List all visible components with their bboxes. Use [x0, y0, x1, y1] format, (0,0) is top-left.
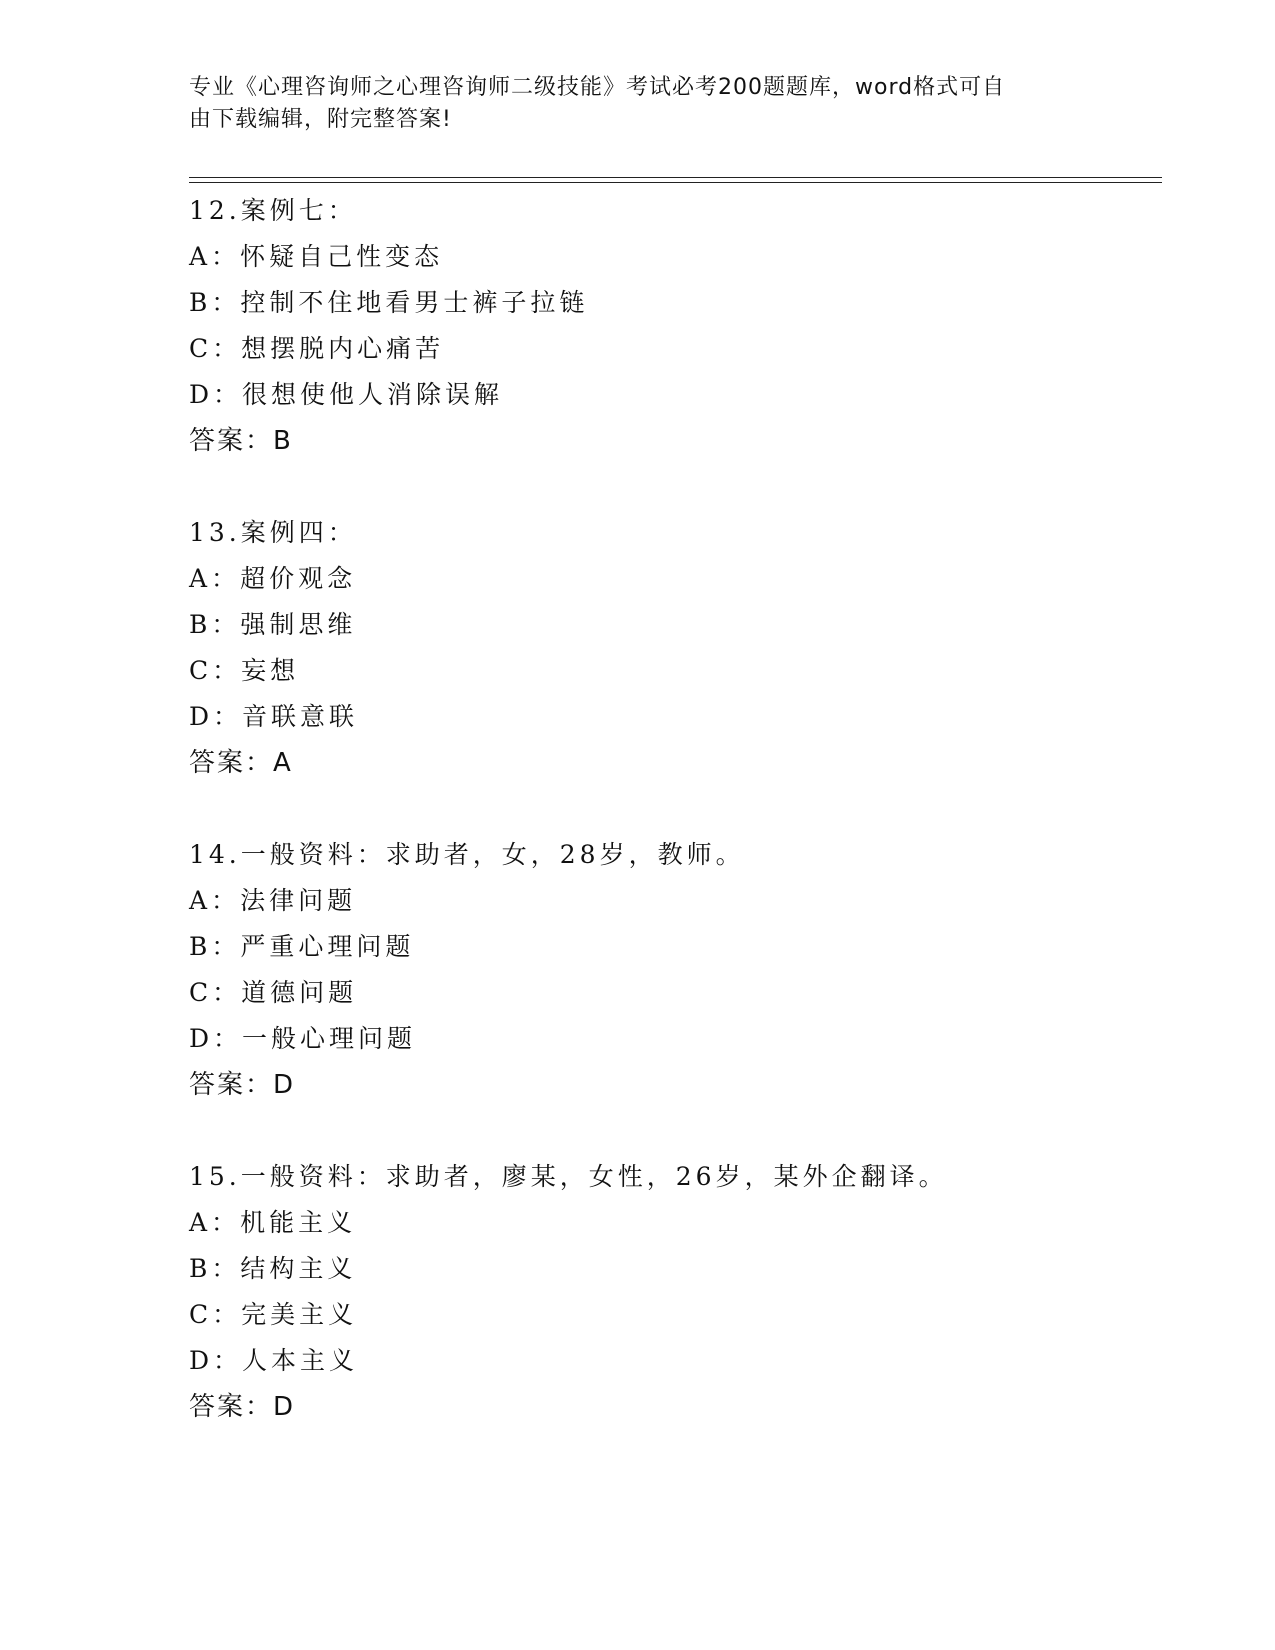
- option-text: 音联意联: [242, 702, 359, 731]
- option-text: 强制思维: [240, 610, 357, 639]
- option-b: [189, 280, 1149, 326]
- answer-line: 答案：B: [189, 426, 293, 456]
- option-key: A：: [189, 564, 241, 593]
- option-key: B：: [189, 288, 241, 317]
- option-text: 机能主义: [240, 1208, 357, 1237]
- option-text: 一般心理问题: [242, 1024, 417, 1053]
- option-c: [189, 648, 1149, 694]
- option-d: [189, 1338, 1149, 1384]
- option-b: [189, 602, 1149, 648]
- option-text: 结构主义: [240, 1254, 357, 1283]
- question-stem: 13.案例四：: [189, 518, 357, 547]
- header-divider-top: [189, 177, 1162, 178]
- option-text: 超价观念: [240, 564, 357, 593]
- option-key: A：: [189, 1208, 241, 1237]
- option-text: 怀疑自己性变态: [240, 242, 444, 271]
- question-12: [189, 188, 1149, 464]
- option-c: [189, 970, 1149, 1016]
- header-line-1: 专业《心理咨询师之心理咨询师二级技能》考试必考200题题库，word格式可自: [189, 75, 1006, 100]
- option-text: 法律问题: [240, 886, 357, 915]
- option-key: D：: [189, 1346, 243, 1375]
- option-a: [189, 234, 1149, 280]
- question-list: [189, 188, 1149, 1476]
- option-d: [189, 372, 1149, 418]
- option-key: A：: [189, 242, 241, 271]
- answer-line: 答案：D: [189, 1070, 296, 1100]
- option-key: D：: [189, 702, 243, 731]
- option-text: 严重心理问题: [240, 932, 415, 961]
- option-key: D：: [189, 380, 243, 409]
- option-c: [189, 1292, 1149, 1338]
- document-header: [189, 72, 1089, 136]
- option-c: [189, 326, 1149, 372]
- option-text: 控制不住地看男士裤子拉链: [240, 288, 589, 317]
- option-a: [189, 878, 1149, 924]
- option-a: [189, 556, 1149, 602]
- option-text: 完美主义: [241, 1300, 358, 1329]
- option-key: C：: [189, 1300, 242, 1329]
- option-d: [189, 694, 1149, 740]
- option-b: [189, 1246, 1149, 1292]
- question-15: [189, 1154, 1149, 1430]
- option-text: 人本主义: [242, 1346, 359, 1375]
- option-text: 想摆脱内心痛苦: [241, 334, 445, 363]
- answer-line: 答案：A: [189, 748, 293, 778]
- question-stem: 14.一般资料：求助者，女，28岁，教师。: [189, 840, 745, 869]
- option-key: A：: [189, 886, 241, 915]
- question-14: [189, 832, 1149, 1108]
- answer-line: 答案：D: [189, 1392, 296, 1422]
- option-key: C：: [189, 978, 242, 1007]
- option-text: 道德问题: [241, 978, 358, 1007]
- option-text: 妄想: [241, 656, 300, 685]
- option-key: B：: [189, 610, 241, 639]
- question-13: [189, 510, 1149, 786]
- option-b: [189, 924, 1149, 970]
- header-divider-bottom: [189, 182, 1162, 183]
- option-text: 很想使他人消除误解: [242, 380, 504, 409]
- option-key: B：: [189, 1254, 241, 1283]
- option-d: [189, 1016, 1149, 1062]
- option-a: [189, 1200, 1149, 1246]
- option-key: C：: [189, 656, 242, 685]
- option-key: C：: [189, 334, 242, 363]
- header-line-2: 由下载编辑，附完整答案!: [189, 107, 452, 132]
- question-stem: 15.一般资料：求助者，廖某，女性，26岁，某外企翻译。: [189, 1162, 948, 1191]
- question-stem: 12.案例七：: [189, 196, 357, 225]
- option-key: D：: [189, 1024, 243, 1053]
- option-key: B：: [189, 932, 241, 961]
